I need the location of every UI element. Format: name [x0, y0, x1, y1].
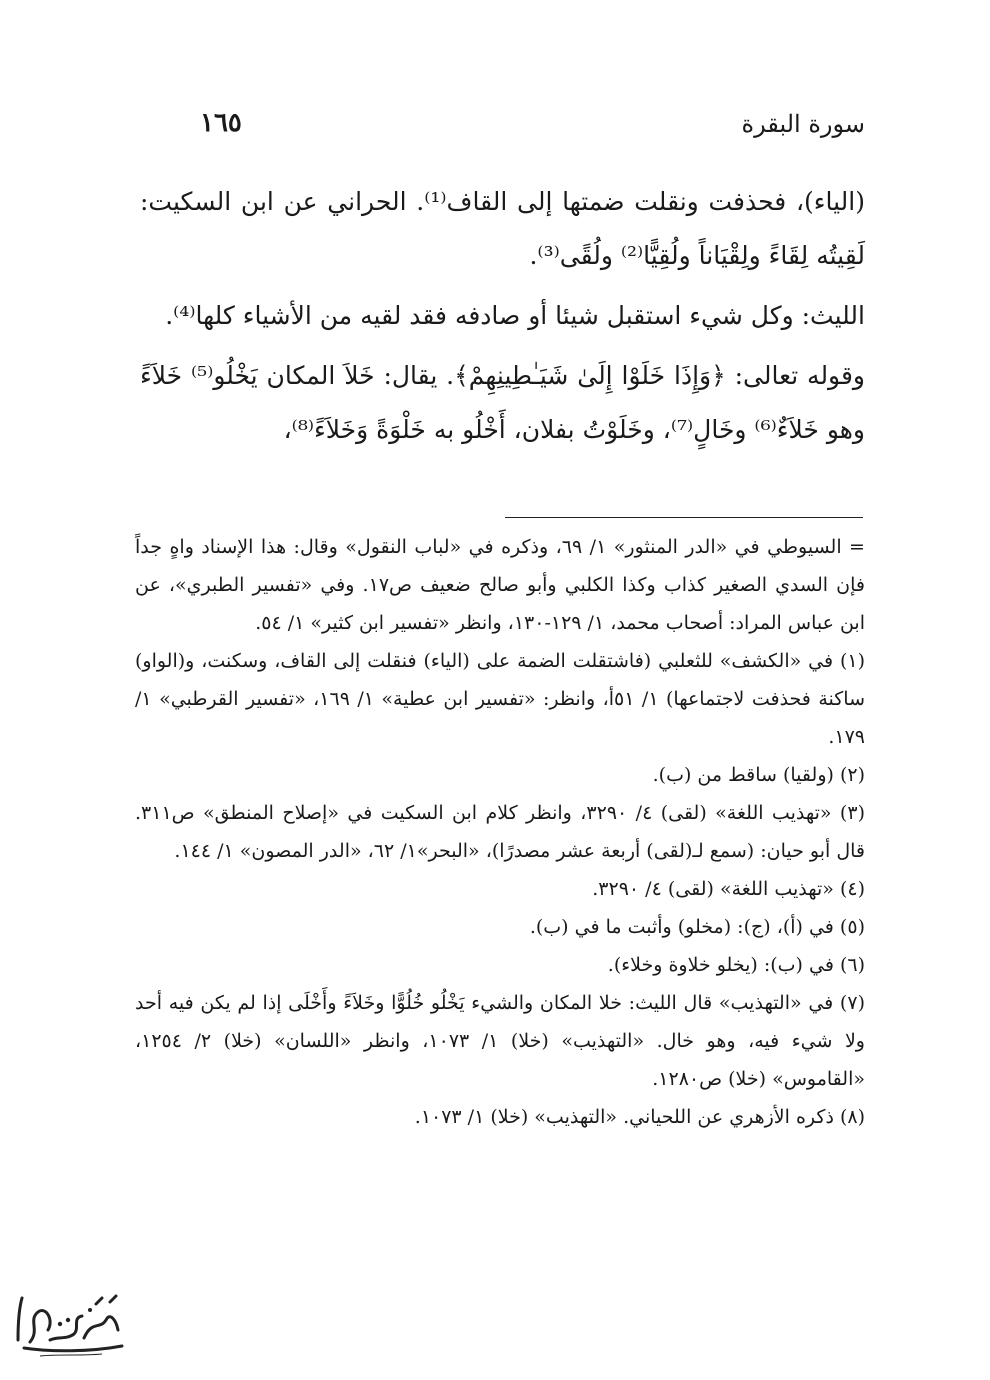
body-paragraph: (الياء)، فحذفت ونقلت ضمتها إلى القاف⁽¹⁾. الحراني عن ابن السكيت: لَقِيتُه لِقَاءً ولِقْيَاناً ولُقِيًّا⁽²⁾ ولُقًى⁽³⁾. [140, 187, 865, 270]
footnote-3: (٣) «تهذيب اللغة» (لقى) ٤/ ٣٢٩٠، وانظر كلام ابن السكيت في «إصلاح المنطق» ص٣١١. قال أبو حيان: (سمع لـ(لقى) أربعة عشر مصدرًا)، «البحر»١/ ٦٢، «الدر المصون» ١/ ١٤٤. [135, 802, 865, 862]
footnote-6: (٦) في (ب): (يخلو خلاوة وخلاء). [607, 954, 865, 976]
footnote-4: (٤) «تهذيب اللغة» (لقى) ٤/ ٣٢٩٠. [592, 878, 865, 900]
footnote-divider [505, 517, 863, 518]
body-paragraph: الليث: وكل شيء استقبل شيئا أو صادفه فقد لقيه من الأشياء كلها⁽⁴⁾. [165, 301, 865, 330]
footnote-1: (١) في «الكشف» للثعلبي (فاشتقلت الضمة على (الياء) فنقلت إلى القاف، وسكنت، و(الواو) ساكنة فحذفت لاجتماعها) ١/ ٥١أ، وانظر: «تفسير ابن عطية» ١/ ١٦٩، «تفسير القرطبي» ١/ ١٧٩. [135, 650, 866, 748]
page-header [140, 110, 865, 150]
page-number: ١٦٥ [200, 108, 242, 138]
main-text [140, 175, 865, 463]
surah-title: سورة البقرة [741, 110, 865, 138]
footnotes [135, 528, 865, 1136]
footnote-8: (٨) ذكره الأزهري عن اللحياني. «التهذيب» (خلا) ١/ ١٠٧٣. [414, 1106, 865, 1128]
footnote-7: (٧) في «التهذيب» قال الليث: خلا المكان والشيء يَخْلُو خُلُوًّا وخَلاَءً وأَخْلَى إذا لم يكن فيه أحد ولا شيء فيه، وهو خال. «التهذيب» (خلا) ١/ ١٠٧٣، وانظر «اللسان» (خلا) ٢/ ١٢٥٤، «القاموس» (خلا) ص١٢٨٠. [135, 992, 865, 1090]
calligraphy-logo-icon [10, 1290, 130, 1360]
footnote-5: (٥) في (أ)، (ج): (مخلو) وأثبت ما في (ب). [529, 916, 865, 938]
footnote-continuation: = السيوطي في «الدر المنثور» ١/ ٦٩، وذكره في «لباب النقول» وقال: هذا الإسناد واهٍ جداً فإن السدي الصغير كذاب وكذا الكلبي وأبو صالح ضعيف ص١٧. وفي «تفسير الطبري»، عن ابن عباس المراد: أصحاب محمد، ١/ ١٢٩-١٣٠، وانظر «تفسير ابن كثير» ١/ ٥٤. [135, 536, 865, 634]
body-paragraph: وقوله تعالى: ﴿وَإِذَا خَلَوْا إِلَىٰ شَيَـٰطِينِهِمْ﴾. يقال: خَلاَ المكان يَخْلُو⁽⁵⁾ خَلاَءً وهو خَلاَءٌ⁽⁶⁾ وخَالٍ⁽⁷⁾، وخَلَوْتُ بفلان، أَخْلُو به خَلْوَةً وَخَلاَءً⁽⁸⁾، [140, 361, 866, 444]
watermark-logo [10, 1290, 130, 1360]
footnote-2: (٢) (ولقيا) ساقط من (ب). [652, 764, 865, 786]
